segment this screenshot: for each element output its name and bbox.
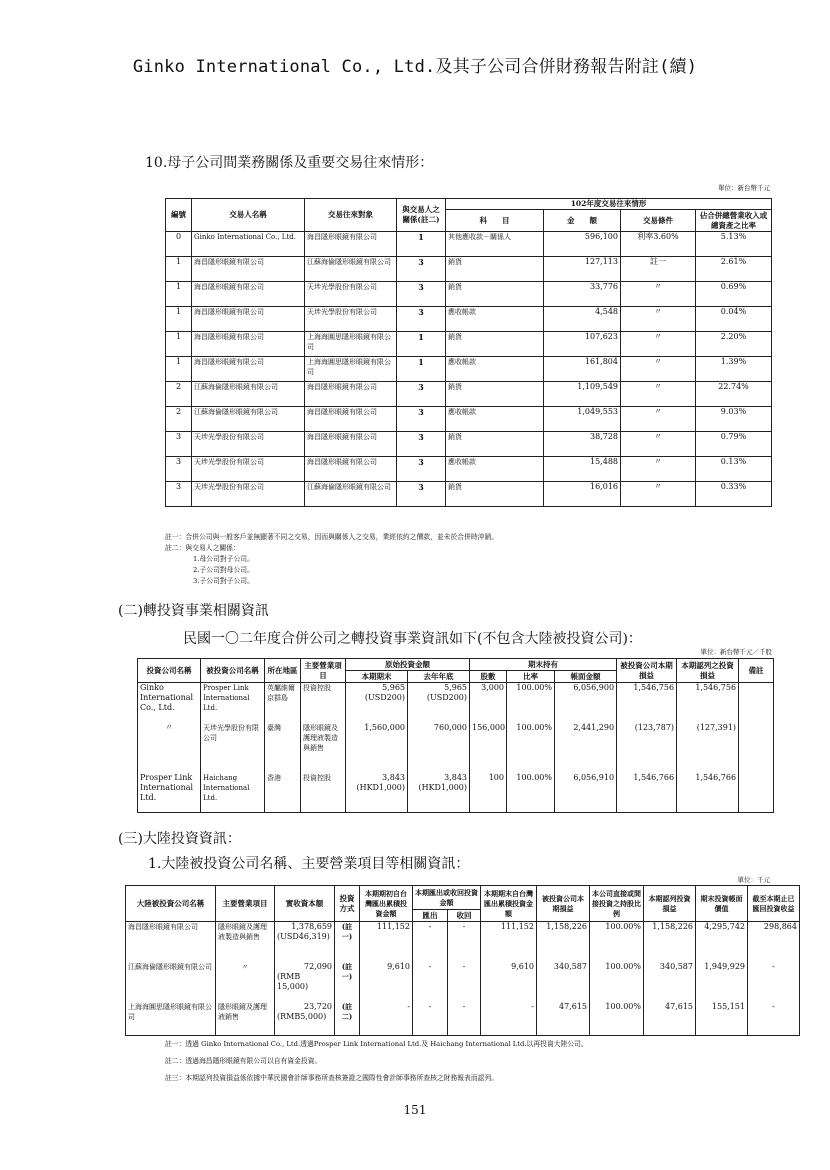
col-held: 期末持有 bbox=[470, 659, 617, 671]
cell-ratio: 5.13% bbox=[696, 232, 772, 257]
cell-book: 1,949,929 bbox=[696, 962, 748, 1002]
col-business: 主要營業項目 bbox=[301, 659, 346, 683]
cell-capital-currency: (RMB5,000) bbox=[277, 1011, 327, 1021]
cell-terms: 〃 bbox=[621, 382, 696, 407]
section-3-heading: (三)大陸投資資訊： bbox=[118, 831, 241, 847]
cell-orig-prev-value: 3,843 bbox=[444, 772, 467, 782]
cell-no: 0 bbox=[166, 232, 192, 257]
china-investment-table bbox=[125, 885, 800, 1036]
cell-business: 隱形眼鏡及護理液製造與銷售 bbox=[216, 922, 275, 962]
cell-ratio: 2.20% bbox=[696, 332, 772, 357]
cell-no: 1 bbox=[166, 307, 192, 332]
table-row bbox=[166, 257, 772, 282]
cell-counterparty: 海昌隱形眼鏡有限公司 bbox=[305, 457, 397, 482]
cell-ratio: 0.04% bbox=[696, 307, 772, 332]
cell-orig-end bbox=[346, 773, 408, 813]
cell-relation: 3 bbox=[397, 282, 446, 307]
table-row bbox=[138, 773, 774, 813]
cell-item: 銷貨 bbox=[446, 282, 544, 307]
cell-no: 1 bbox=[166, 257, 192, 282]
cell-ratio: 0.13% bbox=[696, 457, 772, 482]
cell-book: 155,151 bbox=[696, 1002, 748, 1036]
cell-item: 銷貨 bbox=[446, 482, 544, 507]
cell-pct: 100.00% bbox=[590, 962, 644, 1002]
cell-location: 臺灣 bbox=[265, 723, 301, 773]
cell-orig-prev bbox=[408, 683, 470, 723]
cell-recognized: 1,546,766 bbox=[677, 773, 739, 813]
table-row bbox=[126, 962, 800, 1002]
cell-no: 1 bbox=[166, 282, 192, 307]
cell-counterparty: 上海海圓思隱形眼鏡有限公司 bbox=[305, 332, 397, 357]
cell-item: 應收帳款 bbox=[446, 357, 544, 382]
cell-method: (註一) bbox=[335, 922, 360, 962]
cell-capital-value: 23,720 bbox=[304, 1001, 332, 1011]
cell-counterparty: 上海海圓思隱形眼鏡有限公司 bbox=[305, 357, 397, 382]
cell-name: 海昌隱形眼鏡有限公司 bbox=[192, 307, 305, 332]
col-pct: 本公司直接或間接投資之持股比例 bbox=[590, 886, 644, 922]
cell-end: 9,610 bbox=[481, 962, 537, 1002]
note-3-1: 註一：透過 Ginko International Co., Ltd.透過Prosper Link International Ltd.及 Haichang International Ltd.以再投資大陸公司。 bbox=[165, 1040, 588, 1048]
cell-recognized: 1,158,226 bbox=[644, 922, 696, 962]
col-company: 大陸被投資公司名稱 bbox=[126, 886, 216, 922]
col-orig-prev: 去年年底 bbox=[408, 671, 470, 683]
cell-location: 英屬維爾京群島 bbox=[265, 683, 301, 723]
cell-orig-prev bbox=[408, 773, 470, 813]
cell-book: 2,441,290 bbox=[555, 723, 617, 773]
cell-capital bbox=[275, 962, 335, 1002]
cell-counterparty: 海昌隱形眼鏡有限公司 bbox=[305, 382, 397, 407]
col-end: 本期期末自台灣匯出累積投資金額 bbox=[481, 886, 537, 922]
cell-ratio: 22.74% bbox=[696, 382, 772, 407]
cell-name: Ginko International Co., Ltd. bbox=[192, 232, 305, 257]
cell-begin: 111,152 bbox=[360, 922, 413, 962]
cell-book: 6,056,910 bbox=[555, 773, 617, 813]
cell-terms: 〃 bbox=[621, 457, 696, 482]
cell-orig-end bbox=[346, 683, 408, 723]
cell-pct: 100.00% bbox=[590, 1002, 644, 1036]
page-number: 151 bbox=[403, 1103, 427, 1117]
cell-item: 銷貨 bbox=[446, 432, 544, 457]
col-business: 主要營業項目 bbox=[216, 886, 275, 922]
cell-item: 銷貨 bbox=[446, 382, 544, 407]
cell-investee-pl: (123,787) bbox=[617, 723, 677, 773]
cell-no: 3 bbox=[166, 432, 192, 457]
page-title: Ginko International Co., Ltd.及其子公司合併財務報告附註(續) bbox=[132, 57, 698, 77]
cell-relation: 1 bbox=[397, 232, 446, 257]
col-book: 期末投資帳面價值 bbox=[696, 886, 748, 922]
cell-investee: 天埗光學股份有限公司 bbox=[201, 723, 265, 773]
cell-no: 1 bbox=[166, 357, 192, 382]
cell-orig-end bbox=[346, 723, 408, 773]
cell-repatriated: - bbox=[748, 962, 800, 1002]
cell-back: - bbox=[448, 922, 481, 962]
cell-begin: 9,610 bbox=[360, 962, 413, 1002]
cell-ratio: 2.61% bbox=[696, 257, 772, 282]
cell-counterparty: 天埗光學股份有限公司 bbox=[305, 282, 397, 307]
cell-capital bbox=[275, 1002, 335, 1036]
col-location: 所在地區 bbox=[265, 659, 301, 683]
col-flow: 本期匯出或收回投資金額 bbox=[413, 886, 481, 910]
cell-name: 海昌隱形眼鏡有限公司 bbox=[192, 357, 305, 382]
section-3-unit: 單位：千元 bbox=[737, 876, 770, 884]
cell-counterparty: 江蘇海倫隱形眼鏡有限公司 bbox=[305, 257, 397, 282]
cell-method: (註一) bbox=[335, 962, 360, 1002]
col-orig: 原始投資金額 bbox=[346, 659, 470, 671]
col-relation: 與交易人之關係(註二) bbox=[397, 199, 446, 232]
cell-shares: 3,000 bbox=[470, 683, 507, 723]
col-no: 編號 bbox=[166, 199, 192, 232]
cell-amount: 4,548 bbox=[544, 307, 621, 332]
cell-item: 應收帳款 bbox=[446, 457, 544, 482]
cell-shares: 156,000 bbox=[470, 723, 507, 773]
cell-terms: 〃 bbox=[621, 482, 696, 507]
cell-no: 1 bbox=[166, 332, 192, 357]
cell-terms: 〃 bbox=[621, 332, 696, 357]
table-row bbox=[166, 232, 772, 257]
cell-counterparty: 海昌隱形眼鏡有限公司 bbox=[305, 407, 397, 432]
col-pl: 被投資公司本期損益 bbox=[537, 886, 590, 922]
table-row bbox=[166, 457, 772, 482]
cell-investee-pl: 1,546,766 bbox=[617, 773, 677, 813]
intercompany-table bbox=[165, 198, 772, 507]
note-2: 註二：與交易人之關係： bbox=[165, 544, 240, 552]
cell-pl: 340,587 bbox=[537, 962, 590, 1002]
table-row bbox=[166, 357, 772, 382]
section-10-unit: 單位：新台幣千元 bbox=[718, 184, 770, 192]
table-row bbox=[126, 922, 800, 962]
cell-terms: 〃 bbox=[621, 282, 696, 307]
investee-table bbox=[137, 658, 774, 813]
cell-capital bbox=[275, 922, 335, 962]
col-name: 交易人名稱 bbox=[192, 199, 305, 232]
col-investor: 投資公司名稱 bbox=[138, 659, 201, 683]
note-3-2: 註二：透過海昌隱形眼鏡有限公司以自有資金投資。 bbox=[165, 1057, 322, 1065]
cell-pct: 100.00% bbox=[590, 922, 644, 962]
cell-orig-prev-currency: (HKD1,000) bbox=[418, 782, 467, 792]
table-row bbox=[138, 683, 774, 723]
cell-recognized: 340,587 bbox=[644, 962, 696, 1002]
cell-location: 香港 bbox=[265, 773, 301, 813]
cell-ratio: 9.03% bbox=[696, 407, 772, 432]
col-back: 收回 bbox=[448, 910, 481, 922]
col-begin: 本期期初自台灣匯出累積投資金額 bbox=[360, 886, 413, 922]
cell-shares: 100 bbox=[470, 773, 507, 813]
section-2-heading: (二)轉投資事業相關資訊 bbox=[118, 603, 269, 619]
cell-pct: 100.00% bbox=[507, 723, 555, 773]
cell-business: 投資控股 bbox=[301, 683, 346, 723]
cell-amount: 1,109,549 bbox=[544, 382, 621, 407]
cell-orig-end-value: 1,560,000 bbox=[364, 722, 405, 732]
section-3-notes bbox=[165, 1039, 785, 1084]
cell-note bbox=[739, 683, 774, 723]
cell-begin: - bbox=[360, 1002, 413, 1036]
cell-relation: 1 bbox=[397, 357, 446, 382]
col-amount: 金 額 bbox=[544, 210, 621, 232]
cell-name: 天埗光學股份有限公司 bbox=[192, 482, 305, 507]
section-10-notes bbox=[165, 532, 765, 587]
cell-investee-pl: 1,546,756 bbox=[617, 683, 677, 723]
note-2-2: 2.子公司對母公司。 bbox=[193, 566, 254, 574]
cell-name: 天埗光學股份有限公司 bbox=[192, 457, 305, 482]
cell-no: 2 bbox=[166, 382, 192, 407]
cell-repatriated: - bbox=[748, 1002, 800, 1036]
cell-back: - bbox=[448, 1002, 481, 1036]
cell-ratio: 0.69% bbox=[696, 282, 772, 307]
col-investee: 被投資公司名稱 bbox=[201, 659, 265, 683]
cell-orig-end-currency: (USD200) bbox=[364, 693, 405, 702]
cell-out: - bbox=[413, 1002, 448, 1036]
cell-terms: 註一 bbox=[621, 257, 696, 282]
cell-business: 隱形眼鏡及護理液銷售 bbox=[216, 1002, 275, 1036]
cell-investor: Ginko International Co., Ltd. bbox=[138, 683, 201, 723]
table-row bbox=[166, 307, 772, 332]
col-item: 科 目 bbox=[446, 210, 544, 232]
cell-pct: 100.00% bbox=[507, 683, 555, 723]
cell-relation: 3 bbox=[397, 382, 446, 407]
cell-name: 江蘇海倫隱形眼鏡有限公司 bbox=[192, 407, 305, 432]
col-capital: 實收資本額 bbox=[275, 886, 335, 922]
cell-item: 銷貨 bbox=[446, 257, 544, 282]
cell-note bbox=[739, 723, 774, 773]
cell-amount: 127,113 bbox=[544, 257, 621, 282]
cell-name: 海昌隱形眼鏡有限公司 bbox=[192, 257, 305, 282]
cell-relation: 3 bbox=[397, 482, 446, 507]
cell-counterparty: 海昌隱形眼鏡有限公司 bbox=[305, 432, 397, 457]
section-2-unit: 單位：新台幣千元／千股 bbox=[700, 648, 772, 656]
note-1: 註一：合併公司與一般客戶並無顯著不同之交易，因而與關係人之交易，業經依約之價款，並未於合併時沖銷。 bbox=[165, 533, 499, 541]
col-investee-pl: 被投資公司本期損益 bbox=[617, 659, 677, 683]
col-orig-end: 本期期末 bbox=[346, 671, 408, 683]
cell-terms: 利率3.60% bbox=[621, 232, 696, 257]
table-row bbox=[126, 1002, 800, 1036]
cell-recognized: (127,391) bbox=[677, 723, 739, 773]
cell-capital-value: 1,378,659 bbox=[291, 922, 332, 931]
cell-company: 上海海圓思隱形眼鏡有限公司 bbox=[126, 1002, 216, 1036]
cell-terms: 〃 bbox=[621, 307, 696, 332]
cell-orig-prev bbox=[408, 723, 470, 773]
cell-book: 4,295,742 bbox=[696, 922, 748, 962]
cell-end: 111,152 bbox=[481, 922, 537, 962]
cell-out: - bbox=[413, 922, 448, 962]
section-10-heading: 10.母子公司間業務關係及重要交易往來情形： bbox=[145, 155, 434, 171]
cell-relation: 1 bbox=[397, 332, 446, 357]
cell-terms: 〃 bbox=[621, 432, 696, 457]
cell-amount: 15,488 bbox=[544, 457, 621, 482]
cell-amount: 38,728 bbox=[544, 432, 621, 457]
col-pct: 比率 bbox=[507, 671, 555, 683]
col-book: 帳面金額 bbox=[555, 671, 617, 683]
cell-amount: 107,623 bbox=[544, 332, 621, 357]
cell-orig-end-currency: (HKD1,000) bbox=[356, 782, 405, 792]
cell-business: 投資控股 bbox=[301, 773, 346, 813]
cell-orig-end-value: 3,843 bbox=[382, 772, 405, 782]
cell-name: 海昌隱形眼鏡有限公司 bbox=[192, 332, 305, 357]
cell-no: 3 bbox=[166, 482, 192, 507]
cell-investor: 〃 bbox=[138, 723, 201, 773]
cell-item: 應收帳款 bbox=[446, 407, 544, 432]
cell-investor: Prosper Link International Ltd. bbox=[138, 773, 201, 813]
cell-item: 銷貨 bbox=[446, 332, 544, 357]
cell-investee: Haichang International Ltd. bbox=[201, 773, 265, 813]
cell-counterparty: 海昌隱形眼鏡有限公司 bbox=[305, 232, 397, 257]
col-shares: 股數 bbox=[470, 671, 507, 683]
table-row bbox=[166, 482, 772, 507]
cell-terms: 〃 bbox=[621, 357, 696, 382]
cell-orig-prev-value: 760,000 bbox=[433, 722, 467, 732]
cell-business: 〃 bbox=[216, 962, 275, 1002]
cell-name: 海昌隱形眼鏡有限公司 bbox=[192, 282, 305, 307]
col-group: 102年度交易往來情形 bbox=[446, 199, 772, 210]
cell-capital-currency: (RMB 15,000) bbox=[277, 971, 309, 991]
cell-relation: 3 bbox=[397, 257, 446, 282]
cell-amount: 1,049,553 bbox=[544, 407, 621, 432]
section-2-subheading: 民國一〇二年度合併公司之轉投資事業資訊如下(不包含大陸被投資公司)： bbox=[183, 631, 642, 647]
cell-relation: 3 bbox=[397, 457, 446, 482]
cell-amount: 16,016 bbox=[544, 482, 621, 507]
cell-no: 2 bbox=[166, 407, 192, 432]
cell-amount: 596,100 bbox=[544, 232, 621, 257]
cell-out: - bbox=[413, 962, 448, 1002]
cell-name: 江蘇海倫隱形眼鏡有限公司 bbox=[192, 382, 305, 407]
cell-counterparty: 江蘇海倫隱形眼鏡有限公司 bbox=[305, 482, 397, 507]
cell-repatriated: 298,864 bbox=[748, 922, 800, 962]
cell-relation: 3 bbox=[397, 432, 446, 457]
cell-company: 江蘇海倫隱形眼鏡有限公司 bbox=[126, 962, 216, 1002]
note-3-3: 註三：本期認列投資損益係依據中華民國會計師事務所查核簽證之國際性會計師事務所查核之財務報表而認列。 bbox=[165, 1074, 499, 1082]
cell-capital-currency: (USD46,319) bbox=[277, 932, 330, 941]
cell-method: (註二) bbox=[335, 1002, 360, 1036]
cell-item: 應收帳款 bbox=[446, 307, 544, 332]
cell-amount: 33,776 bbox=[544, 282, 621, 307]
cell-name: 天埗光學股份有限公司 bbox=[192, 432, 305, 457]
col-terms: 交易條件 bbox=[621, 210, 696, 232]
note-2-1: 1.母公司對子公司。 bbox=[193, 555, 254, 563]
cell-business: 隱形眼鏡及護理液製造與銷售 bbox=[301, 723, 346, 773]
cell-orig-prev-value: 5,965 bbox=[444, 683, 467, 692]
cell-ratio: 0.33% bbox=[696, 482, 772, 507]
cell-book: 6,056,900 bbox=[555, 683, 617, 723]
col-ratio: 佔合併總營業收入或總資產之比率 bbox=[696, 210, 772, 232]
cell-amount: 161,804 bbox=[544, 357, 621, 382]
cell-no: 3 bbox=[166, 457, 192, 482]
cell-ratio: 1.39% bbox=[696, 357, 772, 382]
table-row bbox=[166, 432, 772, 457]
col-repatriated: 截至本期止已匯回投資收益 bbox=[748, 886, 800, 922]
cell-relation: 3 bbox=[397, 307, 446, 332]
table-row bbox=[138, 723, 774, 773]
cell-relation: 3 bbox=[397, 407, 446, 432]
table-row bbox=[166, 407, 772, 432]
cell-orig-prev-currency: (USD200) bbox=[426, 693, 467, 702]
cell-recognized: 47,615 bbox=[644, 1002, 696, 1036]
cell-counterparty: 天埗光學股份有限公司 bbox=[305, 307, 397, 332]
cell-terms: 〃 bbox=[621, 407, 696, 432]
col-out: 匯出 bbox=[413, 910, 448, 922]
cell-company: 海昌隱形眼鏡有限公司 bbox=[126, 922, 216, 962]
table-row bbox=[166, 382, 772, 407]
cell-note bbox=[739, 773, 774, 813]
note-2-3: 3.子公司對子公司。 bbox=[193, 577, 254, 585]
cell-investee: Prosper Link International Ltd. bbox=[201, 683, 265, 723]
cell-item: 其他應收款－關係人 bbox=[446, 232, 544, 257]
cell-orig-end-value: 5,965 bbox=[382, 683, 405, 692]
cell-pl: 47,615 bbox=[537, 1002, 590, 1036]
col-note: 備註 bbox=[739, 659, 774, 683]
cell-pl: 1,158,226 bbox=[537, 922, 590, 962]
cell-capital-value: 72,090 bbox=[304, 961, 332, 971]
cell-pct: 100.00% bbox=[507, 773, 555, 813]
col-recognized: 本期認列之投資損益 bbox=[677, 659, 739, 683]
table-row bbox=[166, 282, 772, 307]
col-recognized: 本期認列投資損益 bbox=[644, 886, 696, 922]
section-3-subheading: 1.大陸被投資公司名稱、主要營業項目等相關資訊： bbox=[148, 856, 470, 872]
col-method: 投資方式 bbox=[335, 886, 360, 922]
col-counterparty: 交易往來對象 bbox=[305, 199, 397, 232]
cell-end: - bbox=[481, 1002, 537, 1036]
cell-recognized: 1,546,756 bbox=[677, 683, 739, 723]
cell-ratio: 0.79% bbox=[696, 432, 772, 457]
table-row bbox=[166, 332, 772, 357]
cell-back: - bbox=[448, 962, 481, 1002]
